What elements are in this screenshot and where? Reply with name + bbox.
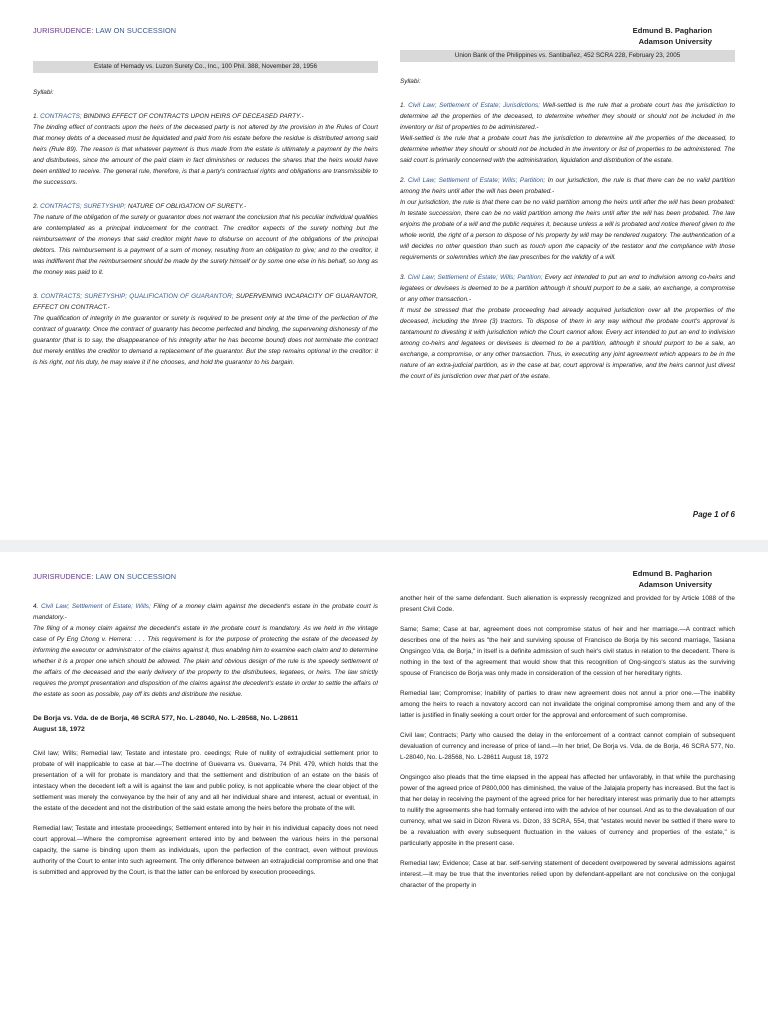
case-title-union-bank: Union Bank of the Philippines vs. Santibañez, 452 SCRA 228, February 23, 2005 <box>400 50 735 62</box>
author-name: Edmund B. Pagharion <box>632 26 712 35</box>
syllabus-item-1-body: The binding effect of contracts upon the heirs of the deceased party is not altered by the provision in the Rules of Court that money debts of a deceased must be liquidated and paid from his estate before the residue is distributed among said heirs (Rule 89). The reason is that whatever payment is thus made from the estate is ultimately a payment by the heirs and distributees, since the amount of the paid claim in fact diminishes or reduces the shares that the heirs would have been entitled to receive. The general rule, therefore, is that a party's contractual rights and obligations are transmissible to the successors. <box>33 124 378 186</box>
page2-header-right <box>633 568 712 590</box>
page-header-left <box>33 26 176 35</box>
author2-school: Adamson University <box>638 580 712 589</box>
author-school: Adamson University <box>638 37 712 46</box>
case-title-hemady: Estate of Hemady vs. Luzon Surety Co., Inc., 100 Phil. 388, November 28, 1956 <box>33 61 378 73</box>
syllabus-r-item-1-body: Well-settled is the rule that a probate court has the jurisdiction to determine all the properties of the deceased, to determine whether they should or should not be included in the inventory or list of properties to be administered. The said court is primarily concerned with the administration, liquidation and distribution of the estate. <box>400 135 735 164</box>
header-jurisprudence: JURISRUDENCE: <box>33 26 94 35</box>
syllabus-item-3-heading: 3. CONTRACTS; SURETYSHIP; QUALIFICATION OF GUARANTOR; SUPERVENING INCAPACITY OF GUARANTOR, EFFECT ON CONTRACT.- <box>33 293 378 311</box>
author2-name: Edmund B. Pagharion <box>632 569 712 578</box>
page-separator <box>0 540 768 552</box>
syllabus-item-3-body: The qualification of integrity in the guarantor or surety is required to be present only at the time of the perfection of the contract of guaranty. Once the contract of guaranty has become perfected and binding, the supervening dishonesty of the guarantor (that is to say, the disappearance of his integrity after he has become bound) does not terminate the contract but merely entitles the creditor to demand a replacement of the guarantor. But the step remains optional in the creditor: it is his right, not his duty, he may waive it if he chooses, and hold the guarantor to his bargain. <box>33 315 378 366</box>
de-borja-para-2: Remedial law; Testate and intestate proceedings; Settlement entered into by heir in his individual capacity does not need court approval.—Where the compromise agreement entered into by and between the various heirs in the personal capacity, the same is binding upon them as individuals, upon the perfection of the contract, even without previous authority of the Court to enter into such agreement. The only difference between an extrajudicial compromise and one that is submitted and approved by the Court, is that the latter can be enforced by execution proceedings. <box>33 825 378 876</box>
syllabus-r-item-2-body: In our jurisdiction, the rule is that there can be no valid partition among the heirs until after the will has been probated: In testate succession, there can be no valid partition among the heirs until after the will has been probated. The law enjoins the probate of a will and the public requires it, because unless a will is probated and notice thereof given to the whole world, the right of a person to dispose of his property by will may be rendered nugatory. The authentication of a will decides no other question than such as touch upon the capacity of the testator and the compliance with those requirements or solemnities which the law prescribes for the validity of a will. <box>400 199 735 261</box>
right-para-4: Civil law; Contracts; Party who caused the delay in the enforcement of a contract cannot complain of subsequent devaluation of currency and increase of price of land.—In her brief, De Borja vs. Vda. de de Borja, 46 SCRA 577, No. L-28040, No. L-28568, No. L-28611 August 18, 1972 <box>400 732 735 761</box>
syllabus-r-item-2-heading: 2. Civil Law; Settlement of Estate; Wills; Partition; In our jurisdiction, the rule is that there can be no valid partition among the heirs until after the will has been probated.- <box>400 177 735 195</box>
syllabus-r-item-3-heading: 3. Civil Law; Settlement of Estate; Wills; Partition; Every act intended to put an end to indivision among co-heirs and legatees or devisees is deemed to be a partition although it should purport to be a sale, an exchange, a compromise or any other transaction.- <box>400 274 735 303</box>
right-column-page2 <box>400 593 735 1024</box>
syllabus-item-1-heading: 1. CONTRACTS; BINDING EFFECT OF CONTRACTS UPON HEIRS OF DECEASED PARTY.- <box>33 113 304 120</box>
syllabus-item-4-heading: 4. Civil Law; Settlement of Estate; Wills; Filing of a money claim against the decedent's estate in the probate court is mandatory.- <box>33 603 378 621</box>
right-para-5: Ongsingco also pleads that the time elapsed in the appeal has affected her unfavorably, in that while the purchasing power of the agreed price of P800,000 has diminished, the value of the Jalajala property has increased. But the fact is that her delay in receiving the payment of the agreed price for her hereditary interest was primarily due to her attempts to nullify the agreements she had formally entered into with the advice of her counsel. And as to the devaluation of our currency, what we said in Dizon Rivera vs. Dizon, 33 SCRA, 554, that "estates would never be settled if there were to be a revaluation with every subsequent fluctuation in the values of currency and properties of the estate," is particularly apposite in the present case. <box>400 774 735 847</box>
left-column-page1 <box>33 87 378 467</box>
left-column-page2 <box>33 601 378 1024</box>
de-borja-para-1: Civil law; Wills; Remedial law; Testate and intestate pro. ceedings; Rule of nullity of extrajudicial settlement prior to probate of will inapplicable to case at bar.—The doctrine of Guevarra vs. Guevarra, 74 Phil. 479, which holds that the presentation of a will for probate is mandatory and that the settlement and distribution of an estate on the basis of intestacy when the decedent left a will is against the law and public policy, is not applicable where the clear object of the settlement was merely the conveyance by the heir of any and all her individual share and interest, actual or eventual, in the estate of the decedent and not the distribution of the said estate among the heirs before the probate of the will. <box>33 750 378 812</box>
page-number: Page 1 of 6 <box>692 510 735 519</box>
case-title-de-borja-line2: August 18, 1972 <box>33 726 85 733</box>
page-header-right <box>633 25 712 47</box>
document-page-2 <box>0 552 768 1024</box>
syllabi-label-right: Syllabi: <box>400 78 421 85</box>
syllabus-r-item-3-body: It must be stressed that the probate proceeding had already acquired jurisdiction over all the properties of the deceased, including the three (3) tractors. To dispose of them in any way without the probate court's approval is tantamount to divesting it with jurisdiction which the Court cannot allow. Every act intended to put an end to indivision among co-heirs and legatees or devisees is deemed to be a partition, although it should purport to be a sale, an exchange, a compromise, or any other transaction. Thus, in executing any joint agreement which appears to be in the nature of an extra-judicial partition, as in the case at bar, court approval is imperative, and the heirs cannot just divest the court of its jurisdiction over that part of the estate. <box>400 307 735 380</box>
syllabus-item-2-heading: 2. CONTRACTS; SURETYSHIP; NATURE OF OBLIGATION OF SURETY.- <box>33 203 247 210</box>
right-para-6: Remedial law; Evidence; Case at bar. self-serving statement of decedent overpowered by several admissions against interest.—It may be true that the inventories relied upon by defendant-appellant are not conclusive on the conjugal character of the property in <box>400 860 735 889</box>
syllabus-item-2-body: The nature of the obligation of the surety or guarantor does not warrant the conclusion that his peculiar individual qualities are contemplated as a principal inducement for the contract. The creditor expects of the surety nothing but the reimbursement of the moneys that said creditor might have to disburse on account of the obligations of the principal debtors. This reimbursement is a payment of a sum of money, resulting from an obligation to give; and to the creditor, it was indifferent that the reimbursement should be made by the surety himself or by some one else in his behalf, so long as the money was paid to it. <box>33 214 378 276</box>
right-para-2: Same; Same; Case at bar, agreement does not compromise status of heir and her marriage.—A contract which describes one of the heirs as "the heir and surviving spouse of Francisco de Borja by his second marriage, Tasiana Ongsingco Vda. de Borja," in itself is a definite admission of such heir's civil status in relation to the decedent. There is nothing in the text of the agreement that would show that this recognition of Ong-singco's status as the surviving spouse of Francisco de Borja was only made in consideration of the cession of her hereditary rights. <box>400 626 735 677</box>
syllabus-r-item-1-heading: 1. Civil Law; Settlement of Estate; Jurisdictions; Well-settled is the rule that a probate court has the jurisdiction to determine all the properties of the deceased, to determine whether they should or should not be included in the inventory or list of properties to be administered.- <box>400 102 735 131</box>
page2-header-left <box>33 572 176 581</box>
right-para-3: Remedial law; Compromise; Inability of parties to draw new agreement does not annul a prior one.—The inability among the heirs to reach a novatory accord can not invalidate the original compromise among them and any of the latter is justified in finally seeking a court order for the approval and enforcement of such compromise. <box>400 690 735 719</box>
right-column-page1 <box>400 76 735 508</box>
syllabi-label: Syllabi: <box>33 89 54 96</box>
header2-jurisprudence: JURISRUDENCE: <box>33 572 94 581</box>
right-para-1: another heir of the same defendant. Such alienation is expressly recognized and provided for by Article 1088 of the present Civil Code. <box>400 595 735 613</box>
case-title-de-borja-line1: De Borja vs. Vda. de de Borja, 46 SCRA 577, No. L-28040, No. L-28568, No. L-28611 <box>33 715 299 722</box>
syllabus-item-4-body: The filing of a money claim against the decedent's estate in the probate court is mandatory. As we held in the vintage case of Py Eng Chong v. Herrera: . . . This requirement is for the purpose of protecting the estate of the deceased by informing the executor or administrator of the claims against it, thus enabling him to examine each claim and to determine whether it is a proper one which should be allowed. The plain and obvious design of the rule is the speedy settlement of the affairs of the deceased and the early delivery of the property to the distributees, legatees, or heirs. The law strictly requires the prompt presentation and disposition of the claims against the decedent's estate in order to settle the affairs of the estate as soon as possible, pay off its debts and distribute the residue. <box>33 625 378 698</box>
header2-topic: LAW ON SUCCESSION <box>95 572 177 581</box>
header-topic: LAW ON SUCCESSION <box>95 26 177 35</box>
